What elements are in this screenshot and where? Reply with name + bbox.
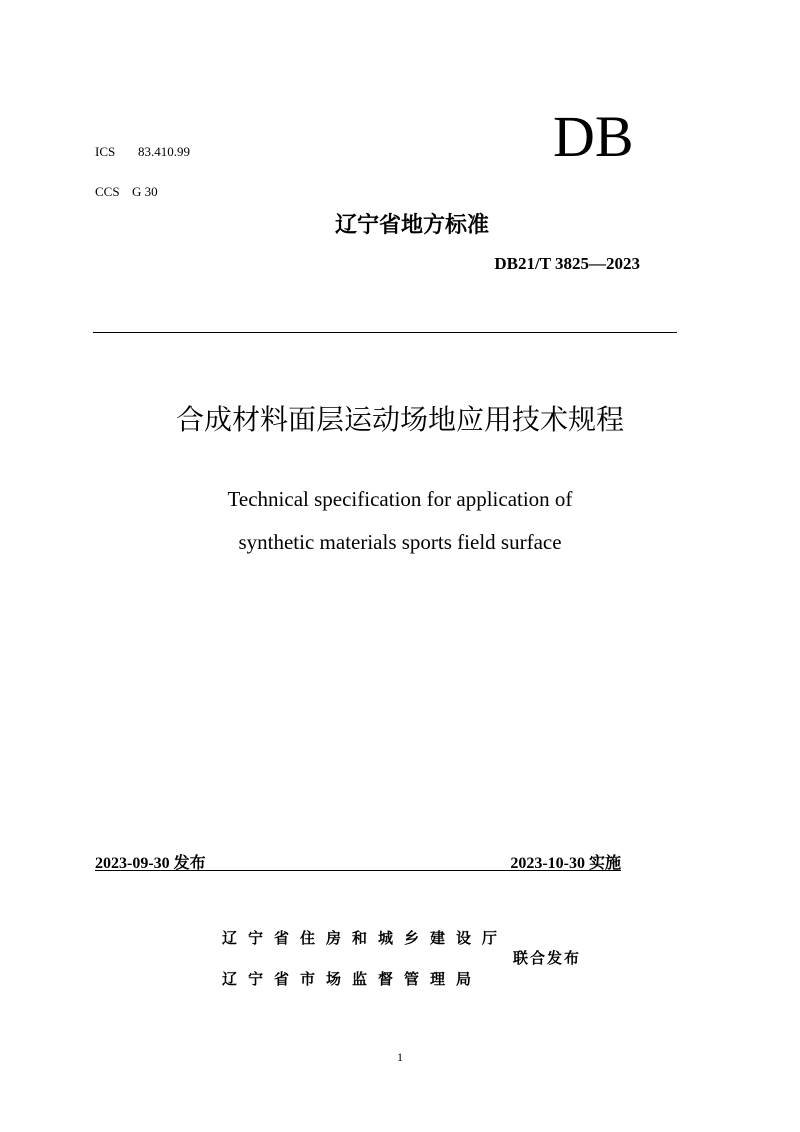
divider xyxy=(93,332,677,333)
db-mark: DB xyxy=(553,104,634,169)
document-title-zh: 合成材料面层运动场地应用技术规程 xyxy=(175,403,624,436)
page-number: 1 xyxy=(397,1050,403,1064)
issuer-agency-2: 辽宁省市场监督管理局 xyxy=(222,970,483,988)
document-title-en-line2: synthetic materials sports field surface xyxy=(238,530,562,554)
document-title-en-line1: Technical specification for application of xyxy=(227,487,573,511)
standard-code: DB21/T 3825—2023 xyxy=(494,254,640,273)
ccs-classification xyxy=(95,184,158,200)
ics-value: 83.410.99 xyxy=(138,144,190,159)
ccs-value: G 30 xyxy=(132,184,158,199)
implement-date: 2023-10-30 实施 xyxy=(510,855,621,872)
issuer-agency-1: 辽宁省住房和城乡建设厅 xyxy=(222,929,509,947)
ics-label: ICS xyxy=(95,144,116,159)
dates-row xyxy=(95,850,621,871)
standard-type: 辽宁省地方标准 xyxy=(334,213,489,238)
ics-classification xyxy=(95,144,190,160)
joint-issue-label: 联合发布 xyxy=(513,949,582,967)
ccs-label: CCS xyxy=(95,184,120,199)
issue-date: 2023-09-30 发布 xyxy=(95,855,206,872)
